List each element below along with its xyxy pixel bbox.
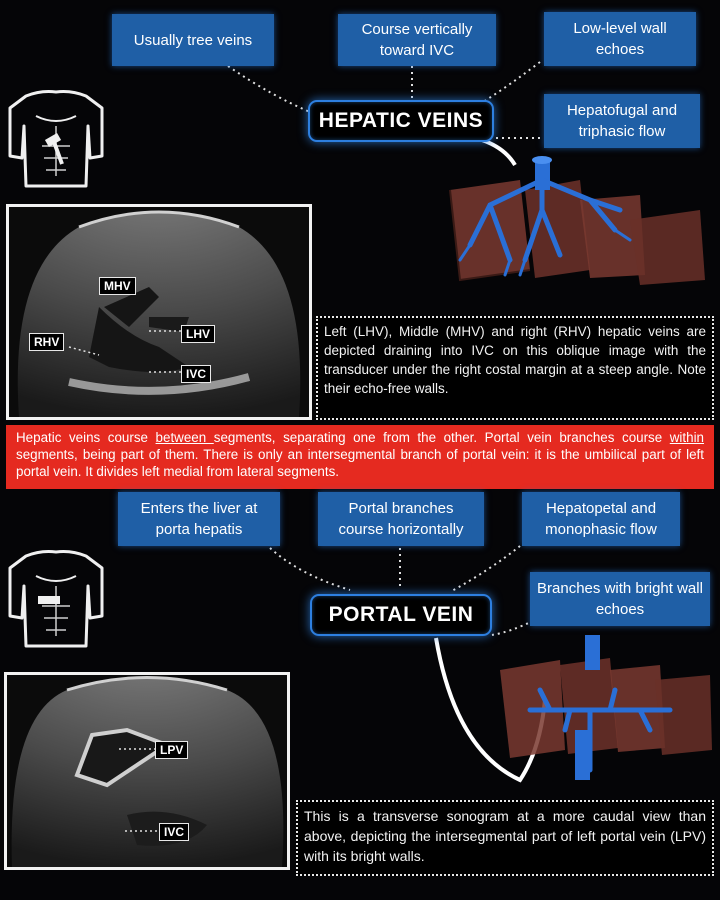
portal-liver-illustration [490, 630, 720, 780]
segment-note [6, 425, 714, 489]
hepatic-caption: Left (LHV), Middle (MHV) and right (RHV) hepatic veins are depicted draining into IVC on this oblique image with the transducer under the right costal margin at a steep angle. Note their echo-free walls. [316, 316, 714, 420]
portal-caption: This is a transverse sonogram at a more caudal view than above, depicting the intersegmental part of left portal vein (LPV) with its bright walls. [296, 800, 714, 876]
note-underline-between: between [155, 430, 214, 445]
us-label-ivc: IVC [181, 365, 211, 383]
hepatic-veins-title: HEPATIC VEINS [308, 100, 494, 142]
us-label-mhv: MHV [99, 277, 136, 295]
note-part-2: segments, separating one from the other. Portal vein branches course [213, 430, 670, 445]
us-label-rhv: RHV [29, 333, 64, 351]
us-label-lpv: LPV [155, 741, 188, 759]
portal-ultrasound-image [4, 672, 290, 870]
hepatic-liver-illustration [430, 150, 720, 300]
feature-bright-wall-echoes: Branches with bright wall echoes [530, 572, 710, 626]
feature-tree-veins: Usually tree veins [112, 14, 274, 66]
note-part-3: segments, being part of them. There is only an intersegmental branch of portal vein: it is the umbilical part of left portal vein. It divides left medial from lateral segments. [16, 447, 704, 479]
hepatic-ultrasound-image [6, 204, 312, 420]
us-label-ivc-portal: IVC [159, 823, 189, 841]
feature-horizontal-branches: Portal branches course horizontally [318, 492, 484, 546]
feature-hepatofugal-flow: Hepatofugal and triphasic flow [544, 94, 700, 148]
torso-icon [6, 86, 106, 196]
feature-course-vertically: Course vertically toward IVC [338, 14, 496, 66]
feature-low-level-echoes: Low-level wall echoes [544, 12, 696, 66]
torso-icon-portal [6, 546, 106, 656]
note-underline-within: within [669, 430, 705, 445]
note-part-1: Hepatic veins course [16, 430, 156, 445]
us-label-lhv: LHV [181, 325, 215, 343]
feature-porta-hepatis: Enters the liver at porta hepatis [118, 492, 280, 546]
portal-vein-title: PORTAL VEIN [310, 594, 492, 636]
feature-hepatopetal-flow: Hepatopetal and monophasic flow [522, 492, 680, 546]
